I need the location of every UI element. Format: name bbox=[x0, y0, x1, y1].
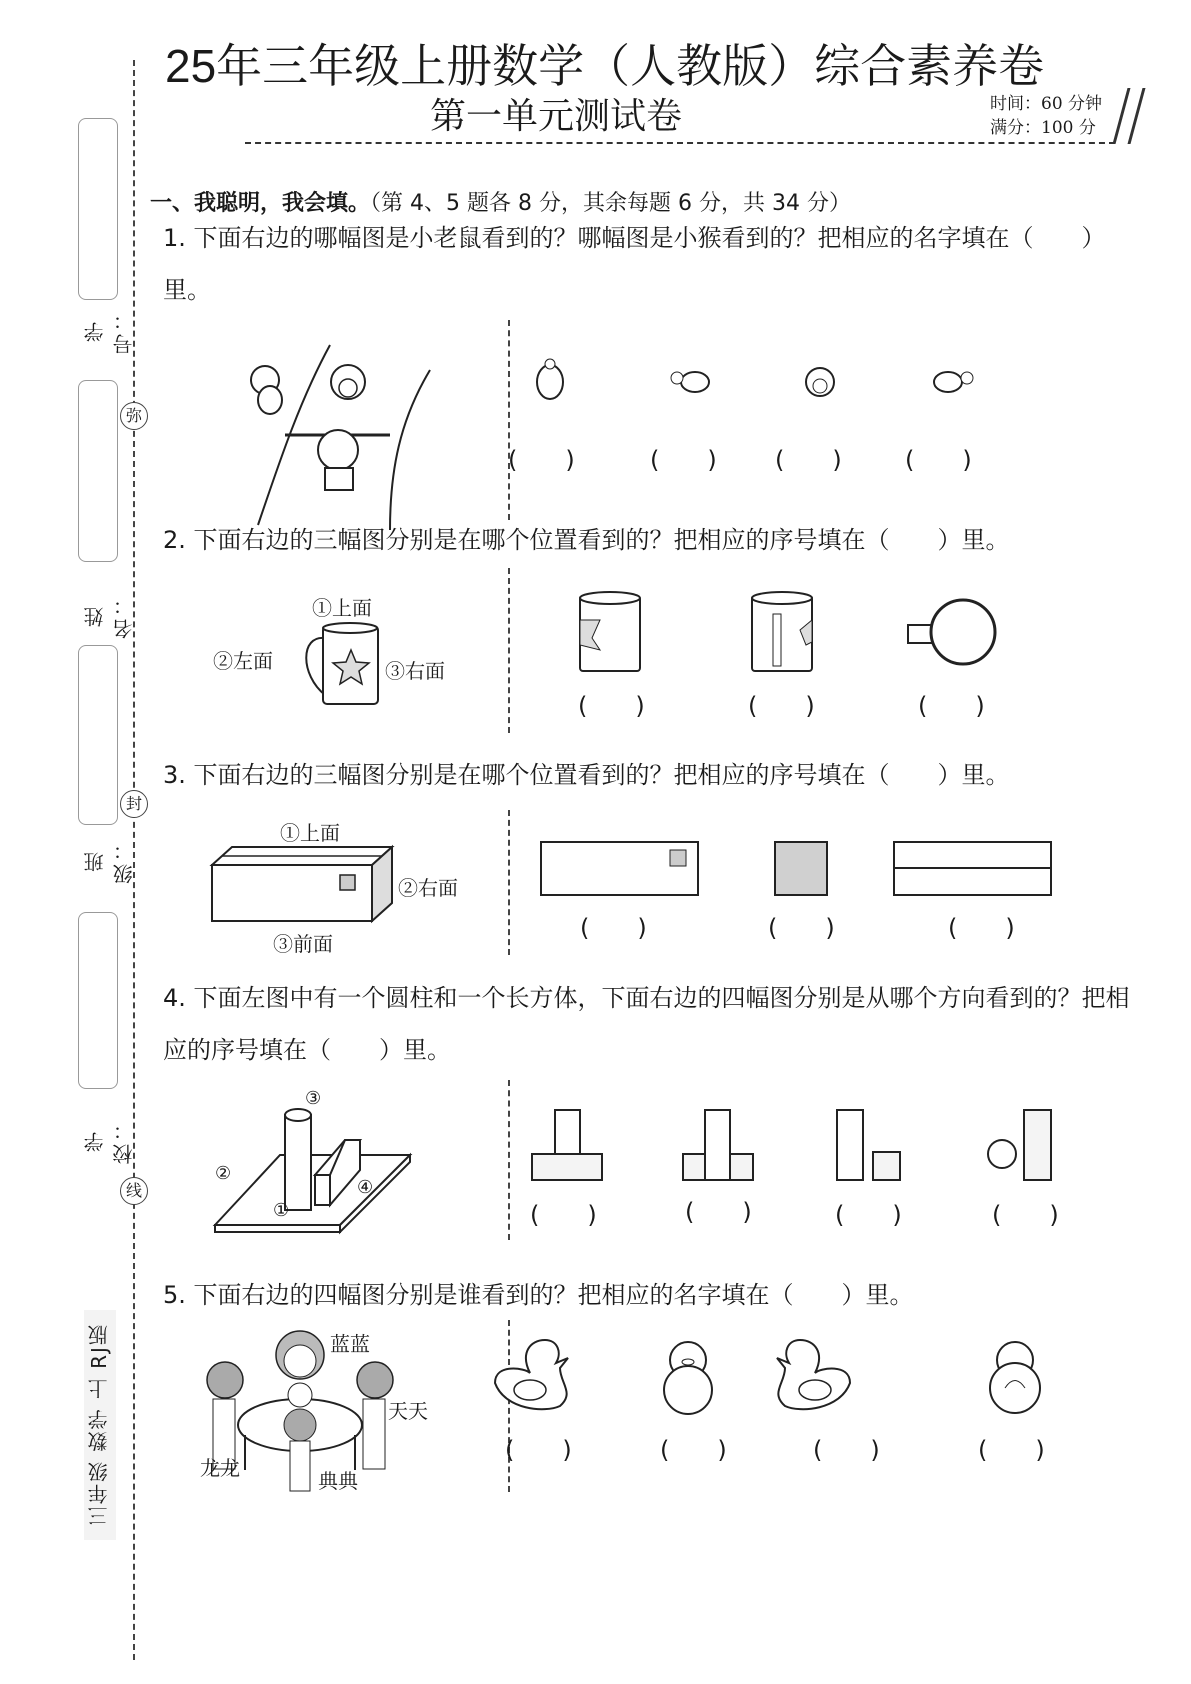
mug-view-2-icon bbox=[752, 592, 812, 671]
question-4 bbox=[163, 972, 1143, 1076]
q3-answer-2[interactable]: ( ) bbox=[768, 914, 835, 942]
mug-top-view-icon bbox=[908, 600, 995, 664]
q5-answer-3[interactable]: ( ) bbox=[813, 1436, 880, 1464]
mug-view-1-icon bbox=[580, 592, 640, 671]
question-text: 下面右边的三幅图分别是在哪个位置看到的？把相应的序号填在（ ）里。 bbox=[193, 526, 1010, 554]
q2-label-left: ②左面 bbox=[213, 649, 273, 673]
box-top-view-icon bbox=[894, 842, 1051, 895]
question-number: 3. bbox=[163, 761, 186, 789]
view-d-icon bbox=[988, 1110, 1051, 1180]
turtle-top-view-icon bbox=[537, 359, 563, 399]
page-subtitle: 第一单元测试卷 bbox=[430, 96, 683, 137]
view-c-icon bbox=[837, 1110, 900, 1180]
section-title: 一、我聪明，我会填。 bbox=[150, 191, 371, 216]
header-divider bbox=[245, 142, 1115, 144]
q1-options bbox=[530, 360, 1030, 410]
q1-divider bbox=[508, 320, 510, 520]
duck-left-side-icon bbox=[495, 1340, 568, 1409]
question-number: 4. bbox=[163, 984, 186, 1012]
turtle-front-icon bbox=[806, 368, 834, 396]
name-lanlan: 蓝蓝 bbox=[330, 1332, 370, 1356]
box-illustration bbox=[210, 845, 400, 925]
question-3 bbox=[163, 755, 1010, 790]
class-label: 班级： bbox=[83, 836, 136, 884]
q3-answer-3[interactable]: ( ) bbox=[948, 914, 1015, 942]
q2-options bbox=[578, 590, 998, 675]
page-title: 25年三年级上册数学（人教版）综合素养卷 bbox=[165, 40, 1045, 92]
seal-feng: 封 bbox=[120, 790, 148, 818]
question-number: 1. bbox=[163, 224, 186, 252]
q1-answer-3[interactable]: ( ) bbox=[775, 446, 842, 474]
student-id-label: 学号： bbox=[83, 306, 136, 354]
duck-back-icon bbox=[990, 1342, 1040, 1413]
q3-divider bbox=[508, 810, 510, 955]
mug-illustration bbox=[295, 620, 385, 710]
girl-lanlan-icon bbox=[276, 1331, 324, 1379]
cylinder-cuboid-illustration bbox=[210, 1090, 420, 1240]
q4-label-1: ① bbox=[273, 1200, 290, 1221]
seal-xian: 线 bbox=[120, 1177, 148, 1205]
q1-answer-2[interactable]: ( ) bbox=[650, 446, 717, 474]
q5-answer-4[interactable]: ( ) bbox=[978, 1436, 1045, 1464]
duck-on-table-icon bbox=[288, 1383, 312, 1407]
q4-answer-1[interactable]: ( ) bbox=[530, 1201, 597, 1229]
q4-answer-2[interactable]: ( ) bbox=[685, 1198, 752, 1226]
question-5 bbox=[163, 1275, 914, 1310]
exam-meta bbox=[990, 92, 1102, 140]
question-number: 5. bbox=[163, 1281, 186, 1309]
school-label: 学校： bbox=[83, 1116, 136, 1164]
duck-right-side-icon bbox=[777, 1340, 850, 1409]
q5-options bbox=[490, 1338, 1060, 1413]
name-longlong: 龙龙 bbox=[200, 1456, 240, 1480]
q4-answer-3[interactable]: ( ) bbox=[835, 1201, 902, 1229]
box-right-view-icon bbox=[775, 842, 827, 895]
q1-answer-4[interactable]: ( ) bbox=[905, 446, 972, 474]
seal-mi: 弥 bbox=[120, 402, 148, 430]
q4-label-2: ② bbox=[215, 1163, 232, 1184]
view-b-icon bbox=[683, 1110, 753, 1180]
section-scoring: （第 4、5 题各 8 分，其余每题 6 分，共 34 分） bbox=[370, 191, 851, 216]
decorative-slashes bbox=[1112, 88, 1145, 144]
school-box[interactable] bbox=[78, 912, 118, 1089]
mouse-icon bbox=[251, 366, 282, 414]
full-score: 满分：100 分 bbox=[990, 118, 1096, 138]
monkey-icon bbox=[318, 430, 358, 490]
q2-label-right: ③右面 bbox=[385, 659, 445, 683]
q2-answer-2[interactable]: ( ) bbox=[748, 692, 815, 720]
q1-answer-1[interactable]: ( ) bbox=[508, 446, 575, 474]
name-diandian: 典典 bbox=[318, 1469, 358, 1493]
duck-front-icon bbox=[664, 1342, 712, 1414]
question-text: 下面左图中有一个圆柱和一个长方体，下面右边的四幅图分别是从哪个方向看到的？把相应的序号填在（ ）里。 bbox=[163, 984, 1130, 1064]
turtle-side-right-icon bbox=[934, 372, 973, 392]
q3-label-front: ③前面 bbox=[273, 932, 333, 956]
box-front-view-icon bbox=[541, 842, 698, 895]
q4-options bbox=[530, 1108, 1060, 1183]
name-label: 姓名： bbox=[83, 591, 136, 639]
q5-answer-2[interactable]: ( ) bbox=[660, 1436, 727, 1464]
q4-answer-4[interactable]: ( ) bbox=[992, 1201, 1059, 1229]
question-text: 下面右边的四幅图分别是谁看到的？把相应的名字填在（ ）里。 bbox=[193, 1281, 914, 1309]
q5-answer-1[interactable]: ( ) bbox=[505, 1436, 572, 1464]
time-limit: 时间：60 分钟 bbox=[990, 94, 1103, 114]
q2-label-top: ①上面 bbox=[312, 596, 372, 620]
q4-divider bbox=[508, 1080, 510, 1240]
turtle-icon bbox=[331, 365, 365, 399]
q2-answer-3[interactable]: ( ) bbox=[918, 692, 985, 720]
q3-label-right: ②右面 bbox=[398, 876, 458, 900]
question-number: 2. bbox=[163, 526, 186, 554]
class-box[interactable] bbox=[78, 645, 118, 825]
q4-label-4: ④ bbox=[357, 1177, 374, 1198]
name-box[interactable] bbox=[78, 380, 118, 562]
q3-answer-1[interactable]: ( ) bbox=[580, 914, 647, 942]
q2-answer-1[interactable]: ( ) bbox=[578, 692, 645, 720]
question-text: 下面右边的哪幅图是小老鼠看到的？哪幅图是小猴看到的？把相应的名字填在（ ）里。 bbox=[163, 224, 1106, 304]
q3-label-top: ①上面 bbox=[280, 821, 340, 845]
edition-label: 三年级 数学 上 RJ版 bbox=[84, 1310, 116, 1540]
q1-scene-illustration bbox=[240, 340, 500, 540]
q2-divider bbox=[508, 568, 510, 733]
question-2 bbox=[163, 520, 1010, 555]
question-text: 下面右边的三幅图分别是在哪个位置看到的？把相应的序号填在（ ）里。 bbox=[193, 761, 1010, 789]
q3-options bbox=[540, 840, 1055, 898]
turtle-side-left-icon bbox=[671, 372, 709, 392]
view-a-icon bbox=[532, 1110, 602, 1180]
student-id-box[interactable] bbox=[78, 118, 118, 300]
question-1 bbox=[163, 212, 1143, 316]
name-tiantian: 天天 bbox=[388, 1399, 428, 1423]
q4-label-3: ③ bbox=[305, 1088, 322, 1109]
